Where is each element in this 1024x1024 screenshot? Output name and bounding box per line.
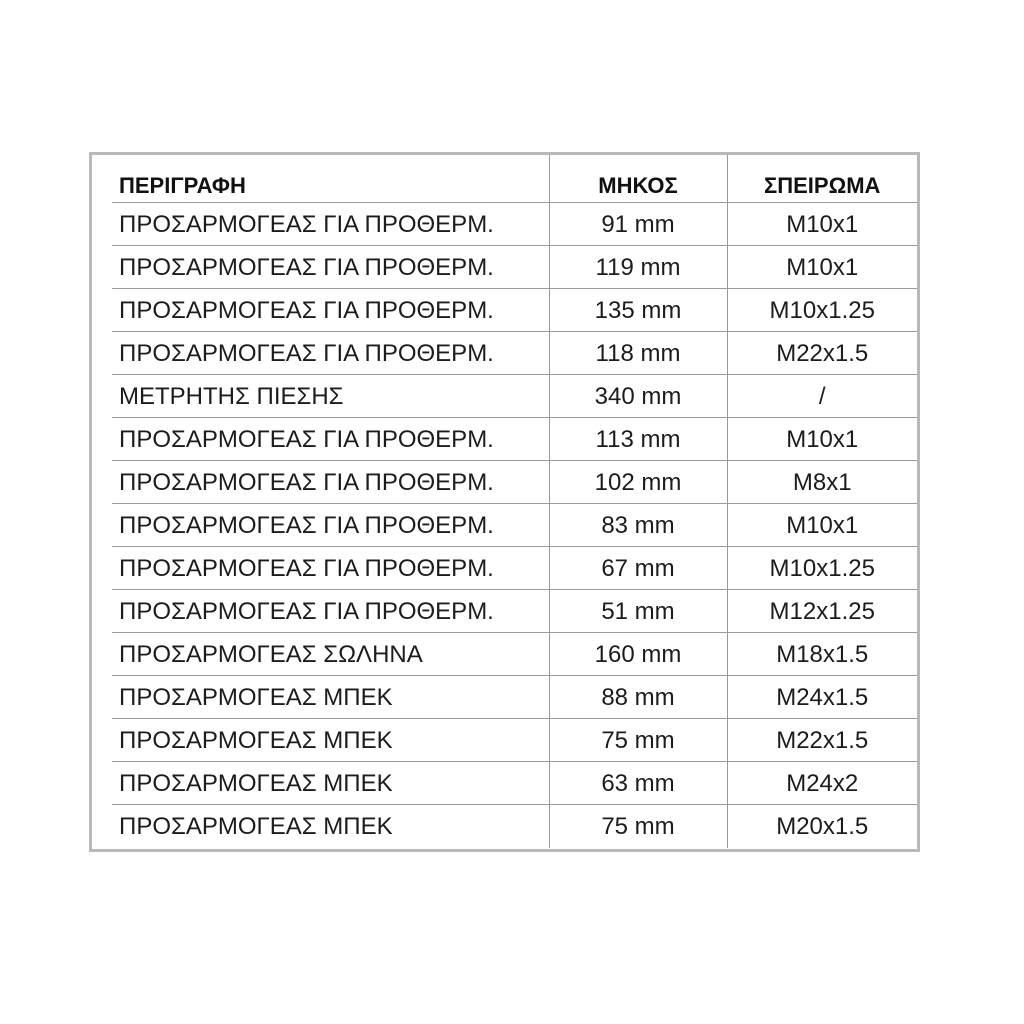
cell-thread: M24x2: [727, 762, 917, 805]
cell-length: 118 mm: [549, 332, 727, 375]
cell-thread: M20x1.5: [776, 812, 869, 840]
cell-length: 75 mm: [549, 805, 727, 848]
table-row: [92, 375, 917, 418]
table-row: [92, 504, 917, 547]
table-body: [92, 203, 917, 848]
table-row: [92, 246, 917, 289]
cell-thread: M18x1.5: [727, 633, 917, 676]
cell-description: ΠΡΟΣΑΡΜΟΓΕΑΣ ΜΠΕΚ: [92, 762, 549, 805]
header-description: ΠΕΡΙΓΡΑΦΗ: [92, 155, 549, 203]
cell-thread: M10x1: [727, 418, 917, 461]
cell-length: 51 mm: [549, 590, 727, 633]
table-row: [92, 461, 917, 504]
cell-thread: M22x1.5: [727, 332, 917, 375]
cell-thread: /: [727, 375, 917, 418]
cell-description: ΜΕΤΡΗΤΗΣ ΠΙΕΣΗΣ: [92, 375, 549, 418]
cell-description: ΠΡΟΣΑΡΜΟΓΕΑΣ ΓΙΑ ΠΡΟΘΕΡΜ.: [92, 289, 549, 332]
cell-thread: M10x1: [727, 246, 917, 289]
table-row: [92, 547, 917, 590]
cell-thread: M22x1.5: [727, 719, 917, 762]
cell-thread: M10x1.25: [727, 547, 917, 590]
cell-description: ΠΡΟΣΑΡΜΟΓΕΑΣ ΓΙΑ ΠΡΟΘΕΡΜ.: [92, 461, 549, 504]
cell-description: ΠΡΟΣΑΡΜΟΓΕΑΣ ΜΠΕΚ: [92, 676, 549, 719]
header-length: ΜΗΚΟΣ: [549, 155, 727, 203]
cell-length: 113 mm: [549, 418, 727, 461]
cell-description: ΠΡΟΣΑΡΜΟΓΕΑΣ ΓΙΑ ΠΡΟΘΕΡΜ.: [92, 547, 549, 590]
spec-table: [92, 155, 917, 848]
table-row: [92, 289, 917, 332]
cell-thread: M8x1: [727, 461, 917, 504]
cell-length: 91 mm: [549, 203, 727, 246]
table-row: [92, 633, 917, 676]
cell-length: 340 mm: [549, 375, 727, 418]
cell-length: 67 mm: [549, 547, 727, 590]
spec-table-frame: [89, 152, 920, 852]
header-row: [92, 155, 917, 203]
cell-thread: M10x1.25: [727, 289, 917, 332]
cell-length: 75 mm: [549, 719, 727, 762]
cell-description: ΠΡΟΣΑΡΜΟΓΕΑΣ ΓΙΑ ΠΡΟΘΕΡΜ.: [92, 418, 549, 461]
cell-thread: M10x1: [727, 203, 917, 246]
table-row: [92, 418, 917, 461]
cell-length: 135 mm: [549, 289, 727, 332]
table-row: [92, 676, 917, 719]
cell-length: 88 mm: [549, 676, 727, 719]
cell-thread: M10x1: [727, 504, 917, 547]
cell-thread: M24x1.5: [727, 676, 917, 719]
table-row: [92, 590, 917, 633]
cell-description: ΠΡΟΣΑΡΜΟΓΕΑΣ ΓΙΑ ΠΡΟΘΕΡΜ.: [92, 246, 549, 289]
table-row: [92, 203, 917, 246]
cell-length: 63 mm: [549, 762, 727, 805]
table-row: [92, 332, 917, 375]
cell-description: ΠΡΟΣΑΡΜΟΓΕΑΣ ΓΙΑ ΠΡΟΘΕΡΜ.: [92, 332, 549, 375]
table-row: [92, 719, 917, 762]
header-thread: ΣΠΕΙΡΩΜΑ: [727, 155, 917, 203]
table-row: [92, 762, 917, 805]
table-row: [92, 805, 917, 848]
cell-length: 160 mm: [549, 633, 727, 676]
cell-description: ΠΡΟΣΑΡΜΟΓΕΑΣ ΣΩΛΗΝΑ: [92, 633, 549, 676]
cell-description: ΠΡΟΣΑΡΜΟΓΕΑΣ ΓΙΑ ΠΡΟΘΕΡΜ.: [92, 504, 549, 547]
cell-description: ΠΡΟΣΑΡΜΟΓΕΑΣ ΓΙΑ ΠΡΟΘΕΡΜ.: [92, 590, 549, 633]
cell-description: ΠΡΟΣΑΡΜΟΓΕΑΣ ΓΙΑ ΠΡΟΘΕΡΜ.: [92, 203, 549, 246]
cell-length: 119 mm: [549, 246, 727, 289]
cell-length: 83 mm: [549, 504, 727, 547]
cell-thread: M12x1.25: [727, 590, 917, 633]
cell-description: ΠΡΟΣΑΡΜΟΓΕΑΣ ΜΠΕΚ: [92, 719, 549, 762]
cell-length: 102 mm: [549, 461, 727, 504]
cell-description: ΠΡΟΣΑΡΜΟΓΕΑΣ ΜΠΕΚ: [92, 805, 549, 848]
